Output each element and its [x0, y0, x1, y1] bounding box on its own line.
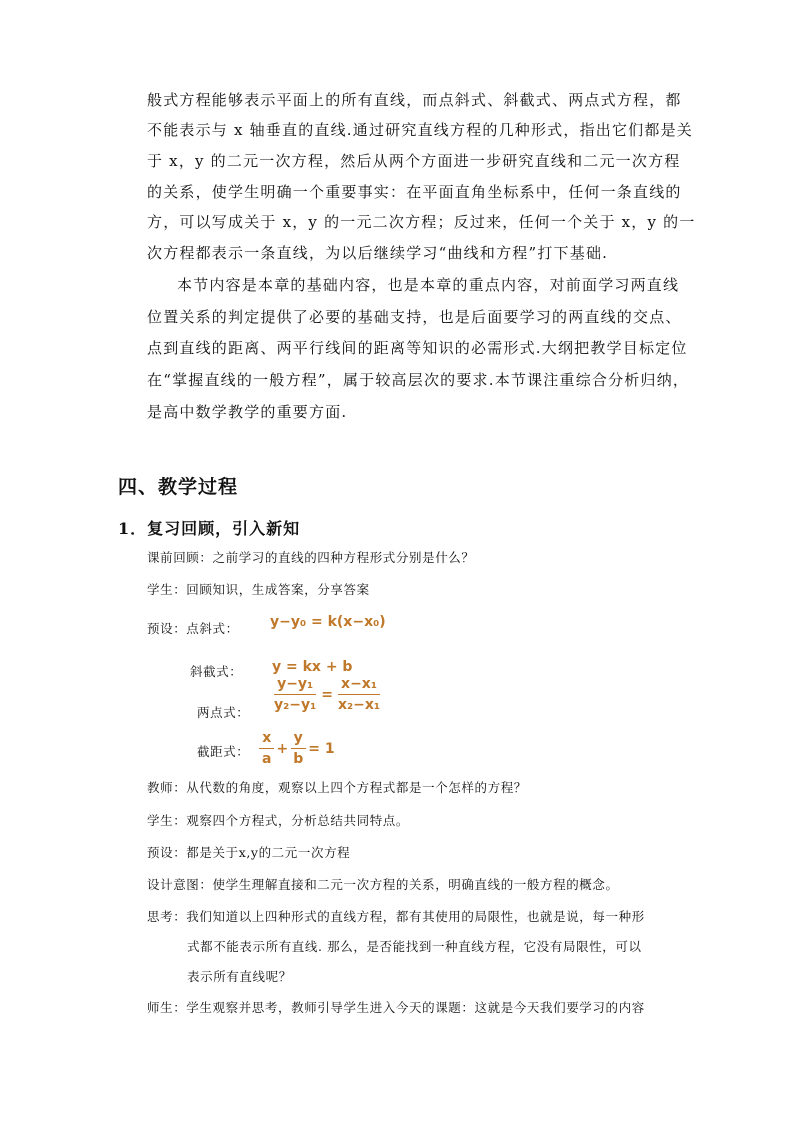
- intro-line-1: 般式方程能够表示平面上的所有直线，而点斜式、斜截式、两点式方程，都: [147, 91, 682, 109]
- intro-line-4: 的关系，使学生明确一个重要事实：在平面直角坐标系中，任何一条直线的: [147, 183, 682, 201]
- intro-line-9: 点到直线的距离、两平行线间的距离等知识的必需形式.大纲把教学目标定位: [147, 339, 688, 357]
- point-slope-formula: y−y₀ = k(x−x₀): [270, 614, 386, 630]
- student-observe: 学生：观察四个方程式，分析总结共同特点。: [147, 813, 410, 828]
- two-point-formula: $\frac{\text{y−y₁}}{\text{y₂−y₁}}$ = $\frac{\text{x−x₁}}{\text{x₂−x₁}}$: [271, 676, 383, 713]
- intercept-formula: $\frac{x}{a}$ + $\frac{y}{b}$ = 1: [259, 730, 337, 767]
- student-response: 学生：回顾知识，生成答案，分享答案: [147, 582, 370, 597]
- section-heading: 四、教学过程: [118, 476, 239, 498]
- intro-line-3: 于 x，y 的二元一次方程，然后从两个方面进一步研究直线和二元一次方程: [147, 152, 681, 170]
- teacher-student-line: 师生：学生观察并思考，教师引导学生进入今天的课题：这就是今天我们要学习的内容: [147, 1000, 645, 1015]
- thinking-line-2: 式都不能表示所有直线. 那么，是否能找到一种直线方程，它没有局限性，可以: [187, 939, 642, 954]
- slope-intercept-label: 斜截式：: [190, 664, 243, 679]
- design-intent: 设计意图：使学生理解直接和二元一次方程的关系，明确直线的一般方程的概念。: [147, 877, 619, 892]
- intro-line-7: 本节内容是本章的基础内容，也是本章的重点内容，对前面学习两直线: [177, 276, 680, 294]
- two-point-left-fraction: $\frac{\text{y−y₁}}{\text{y₂−y₁}}$: [274, 676, 317, 713]
- intro-line-11: 是高中数学教学的重要方面.: [147, 403, 348, 421]
- teacher-question: 教师：从代数的角度，观察以上四个方程式都是一个怎样的方程？: [147, 780, 527, 795]
- intro-line-5: 方，可以写成关于 x，y 的一元二次方程；反过来，任何一个关于 x，y 的一: [147, 213, 696, 231]
- intercept-x-fraction: $\frac{x}{a}$: [259, 730, 274, 767]
- two-point-right-fraction: $\frac{\text{x−x₁}}{\text{x₂−x₁}}$: [337, 676, 381, 713]
- two-point-label: 两点式：: [197, 705, 250, 720]
- intro-line-8: 位置关系的判定提供了必要的基础支持，也是后面要学习的两直线的交点、: [147, 308, 682, 326]
- intro-line-2: 不能表示与 x 轴垂直的直线.通过研究直线方程的几种形式，指出它们都是关: [147, 121, 693, 139]
- preset-answer: 预设：都是关于x,y的二元一次方程: [147, 845, 351, 860]
- intro-line-10: 在“掌握直线的一般方程”，属于较高层次的要求.本节课注重综合分析归纳，: [147, 371, 690, 389]
- intercept-y-fraction: $\frac{y}{b}$: [290, 730, 306, 767]
- intercept-label: 截距式：: [197, 744, 250, 759]
- preset-label: 预设：点斜式：: [147, 621, 239, 636]
- review-question: 课前回顾：之前学习的直线的四种方程形式分别是什么？: [147, 550, 475, 565]
- subsection-heading: 1．复习回顾，引入新知: [118, 519, 301, 538]
- thinking-line-3: 表示所有直线呢？: [187, 969, 292, 984]
- slope-intercept-formula: y = kx + b: [272, 659, 353, 675]
- thinking-line-1: 思考：我们知道以上四种形式的直线方程，都有其使用的局限性，也就是说，每一种形: [147, 909, 645, 924]
- intro-line-6: 次方程都表示一条直线，为以后继续学习“曲线和方程”打下基础.: [147, 244, 609, 262]
